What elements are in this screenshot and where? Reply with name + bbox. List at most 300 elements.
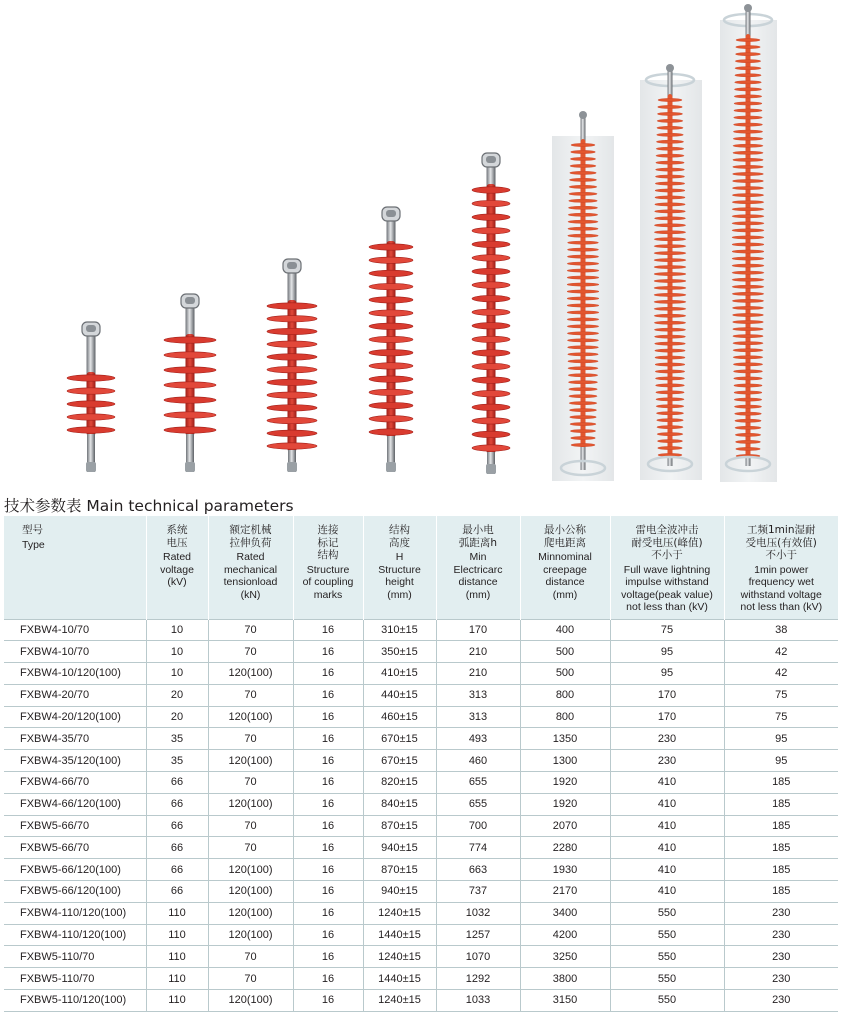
bottom-fitting [581, 447, 586, 470]
shed [735, 433, 761, 436]
shed [732, 306, 763, 309]
cell-power-frequency-voltage: 38 [724, 619, 838, 641]
cell-power-frequency-voltage: 185 [724, 837, 838, 859]
cell-power-frequency-voltage: 185 [724, 772, 838, 794]
shed [732, 186, 763, 189]
shed [734, 95, 762, 98]
cell-arc-distance: 737 [436, 881, 520, 903]
cell-arc-distance: 170 [436, 619, 520, 641]
shed [732, 215, 764, 218]
shed [657, 439, 682, 442]
cell-coupling-structure: 16 [293, 946, 363, 968]
cell-arc-distance: 493 [436, 728, 520, 750]
shed [164, 412, 216, 418]
shed [654, 286, 686, 289]
cell-rated-voltage: 10 [146, 663, 208, 685]
cell-creepage-distance: 3800 [520, 968, 610, 990]
shed [267, 379, 317, 385]
cell-coupling-structure: 16 [293, 663, 363, 685]
cell-creepage-distance: 2070 [520, 815, 610, 837]
shed [656, 161, 685, 164]
shed [657, 119, 683, 122]
cell-type: FXBW5-66/70 [4, 837, 146, 859]
shed [164, 397, 216, 403]
cell-mechanical-load: 120(100) [208, 663, 293, 685]
cell-mechanical-load: 120(100) [208, 902, 293, 924]
cell-lightning-impulse-voltage: 170 [610, 706, 724, 728]
shed [658, 98, 682, 101]
shed [655, 175, 684, 178]
shed [568, 353, 599, 356]
cell-arc-distance: 313 [436, 684, 520, 706]
cell-coupling-structure: 16 [293, 968, 363, 990]
shed [654, 335, 685, 338]
insulator-6 [552, 111, 614, 481]
cell-structure-height: 1240±15 [363, 990, 436, 1012]
cell-type: FXBW4-66/120(100) [4, 793, 146, 815]
shed [569, 388, 598, 391]
cap-eye [185, 297, 195, 304]
bottom-fitting [668, 457, 673, 466]
shed [732, 243, 764, 246]
shed [733, 130, 762, 133]
table-row [4, 859, 838, 881]
cell-type: FXBW4-35/70 [4, 728, 146, 750]
cell-creepage-distance: 3150 [520, 990, 610, 1012]
shed [472, 431, 510, 437]
header-power-frequency-voltage-zh: 工频1min湿耐 受电压(有效值) 不小于 [745, 524, 817, 561]
shed [267, 417, 317, 423]
shed [654, 217, 685, 220]
shed [734, 391, 762, 394]
shed [733, 342, 763, 345]
shed [654, 293, 686, 296]
shed [732, 292, 764, 295]
shed [472, 418, 510, 424]
header-mechanical-load [208, 516, 293, 619]
cell-rated-voltage: 110 [146, 990, 208, 1012]
cell-type: FXBW5-66/70 [4, 815, 146, 837]
shed [733, 363, 762, 366]
shed [570, 422, 596, 425]
shed [570, 171, 597, 174]
shed [733, 151, 763, 154]
header-structure-height [363, 516, 436, 619]
cell-power-frequency-voltage: 75 [724, 706, 838, 728]
cell-type: FXBW5-66/120(100) [4, 859, 146, 881]
cell-creepage-distance: 4200 [520, 924, 610, 946]
cell-mechanical-load: 70 [208, 728, 293, 750]
shed [732, 194, 763, 197]
header-lightning-impulse-voltage-en: Full wave lightning impulse withstand voltage(peak value) not less than (kV) [621, 563, 713, 613]
cell-coupling-structure: 16 [293, 641, 363, 663]
shed [67, 401, 115, 407]
shed [164, 427, 216, 433]
header-creepage-distance-en: Minnominal creepage distance (mm) [538, 551, 592, 601]
shed [658, 446, 683, 449]
table-row [4, 946, 838, 968]
table-row [4, 619, 838, 641]
cell-arc-distance: 1292 [436, 968, 520, 990]
insulator-photos [0, 0, 845, 488]
cell-structure-height: 940±15 [363, 837, 436, 859]
shed [472, 282, 510, 288]
shed [570, 429, 595, 432]
cell-power-frequency-voltage: 230 [724, 902, 838, 924]
bottom-fitting [746, 458, 751, 466]
cell-creepage-distance: 1920 [520, 772, 610, 794]
cell-arc-distance: 700 [436, 815, 520, 837]
table-row [4, 750, 838, 772]
shed [734, 109, 762, 112]
header-arc-distance [436, 516, 520, 619]
cell-structure-height: 1240±15 [363, 902, 436, 924]
cell-arc-distance: 313 [436, 706, 520, 728]
shed [369, 297, 413, 303]
cell-lightning-impulse-voltage: 410 [610, 837, 724, 859]
table-row [4, 990, 838, 1012]
cell-arc-distance: 1033 [436, 990, 520, 1012]
header-rated-voltage [146, 516, 208, 619]
cell-coupling-structure: 16 [293, 706, 363, 728]
shed [67, 388, 115, 394]
cap-eye [287, 262, 297, 269]
shed [569, 185, 597, 188]
shed [732, 222, 764, 225]
cell-lightning-impulse-voltage: 550 [610, 946, 724, 968]
shed [733, 144, 763, 147]
bottom-tongue [86, 462, 96, 472]
cell-rated-voltage: 35 [146, 728, 208, 750]
shed [472, 241, 510, 247]
shed [164, 382, 216, 388]
cell-arc-distance: 1257 [436, 924, 520, 946]
shed [369, 429, 413, 435]
shed [267, 341, 317, 347]
shed [733, 123, 762, 126]
shed [369, 376, 413, 382]
cell-power-frequency-voltage: 230 [724, 946, 838, 968]
shed [655, 356, 685, 359]
shed [569, 409, 596, 412]
shed [472, 268, 510, 274]
shed [569, 199, 598, 202]
metal-cap [666, 64, 674, 72]
header-lightning-impulse-voltage-zh: 雷电全波冲击 耐受电压(峰值) 不小于 [631, 524, 703, 561]
shed [733, 335, 763, 338]
cell-mechanical-load: 70 [208, 619, 293, 641]
cell-type: FXBW5-66/120(100) [4, 881, 146, 903]
shed [655, 210, 686, 213]
shed [654, 252, 686, 255]
cell-creepage-distance: 400 [520, 619, 610, 641]
shed [472, 295, 510, 301]
shed [369, 323, 413, 329]
shed [472, 404, 510, 410]
cell-coupling-structure: 16 [293, 881, 363, 903]
cell-lightning-impulse-voltage: 230 [610, 750, 724, 772]
cell-type: FXBW4-10/120(100) [4, 663, 146, 685]
shed [567, 283, 599, 286]
cell-lightning-impulse-voltage: 410 [610, 815, 724, 837]
cell-structure-height: 410±15 [363, 663, 436, 685]
bottom-tongue [486, 464, 496, 474]
cell-rated-voltage: 66 [146, 772, 208, 794]
cell-lightning-impulse-voltage: 550 [610, 990, 724, 1012]
table-row [4, 684, 838, 706]
shed [472, 228, 510, 234]
shed [655, 342, 686, 345]
cell-lightning-impulse-voltage: 170 [610, 684, 724, 706]
table-row [4, 728, 838, 750]
cell-coupling-structure: 16 [293, 684, 363, 706]
shed [164, 367, 216, 373]
cell-type: FXBW5-110/70 [4, 968, 146, 990]
cell-structure-height: 940±15 [363, 881, 436, 903]
shed [472, 377, 510, 383]
cap-eye [486, 156, 496, 163]
cell-coupling-structure: 16 [293, 815, 363, 837]
shed [733, 349, 763, 352]
cell-power-frequency-voltage: 185 [724, 881, 838, 903]
shed [656, 168, 685, 171]
shed [732, 278, 764, 281]
shed [570, 415, 597, 418]
shed [655, 370, 685, 373]
shed [733, 370, 762, 373]
cell-creepage-distance: 2280 [520, 837, 610, 859]
cell-arc-distance: 1070 [436, 946, 520, 968]
table-row [4, 706, 838, 728]
cell-type: FXBW4-20/70 [4, 684, 146, 706]
cell-rated-voltage: 66 [146, 793, 208, 815]
shed [655, 189, 685, 192]
cell-coupling-structure: 16 [293, 902, 363, 924]
cell-power-frequency-voltage: 185 [724, 815, 838, 837]
cell-mechanical-load: 120(100) [208, 924, 293, 946]
cell-arc-distance: 655 [436, 772, 520, 794]
shed [657, 426, 683, 429]
shed [472, 336, 510, 342]
shed [472, 363, 510, 369]
cell-mechanical-load: 70 [208, 772, 293, 794]
shed [567, 297, 599, 300]
cell-mechanical-load: 70 [208, 641, 293, 663]
cell-arc-distance: 655 [436, 793, 520, 815]
shed [657, 419, 684, 422]
shed [656, 384, 685, 387]
shed [733, 137, 763, 140]
shed [571, 150, 596, 153]
cell-mechanical-load: 120(100) [208, 990, 293, 1012]
header-mechanical-load-zh: 额定机械 拉伸负荷 [229, 524, 272, 549]
cell-creepage-distance: 2170 [520, 881, 610, 903]
section-title: 技术参数表 Main technical parameters [4, 497, 294, 515]
cell-structure-height: 870±15 [363, 859, 436, 881]
shed [472, 309, 510, 315]
cell-creepage-distance: 500 [520, 663, 610, 685]
shed [267, 354, 317, 360]
cell-rated-voltage: 20 [146, 684, 208, 706]
cell-type: FXBW4-20/120(100) [4, 706, 146, 728]
cell-power-frequency-voltage: 230 [724, 968, 838, 990]
cell-mechanical-load: 120(100) [208, 859, 293, 881]
shed [732, 264, 764, 267]
shed [369, 244, 413, 250]
shed [735, 74, 761, 77]
shed [267, 443, 317, 449]
shed [568, 346, 599, 349]
cell-structure-height: 820±15 [363, 772, 436, 794]
shed [267, 405, 317, 411]
shed [732, 299, 763, 302]
shed [568, 220, 598, 223]
table-row [4, 772, 838, 794]
shed [369, 402, 413, 408]
shed [567, 262, 599, 265]
cell-mechanical-load: 120(100) [208, 750, 293, 772]
cell-mechanical-load: 120(100) [208, 881, 293, 903]
shed [267, 303, 317, 309]
shed [472, 323, 510, 329]
cell-lightning-impulse-voltage: 410 [610, 772, 724, 794]
insulator-2 [164, 294, 216, 472]
cell-mechanical-load: 70 [208, 815, 293, 837]
cell-coupling-structure: 16 [293, 619, 363, 641]
cell-coupling-structure: 16 [293, 990, 363, 1012]
cell-rated-voltage: 20 [146, 706, 208, 728]
table-header [4, 516, 838, 619]
cell-rated-voltage: 110 [146, 946, 208, 968]
header-power-frequency-voltage-en: 1min power frequency wet withstand voltage not less than (kV) [740, 563, 823, 613]
cell-rated-voltage: 110 [146, 924, 208, 946]
cell-mechanical-load: 120(100) [208, 706, 293, 728]
cell-structure-height: 310±15 [363, 619, 436, 641]
cell-mechanical-load: 70 [208, 684, 293, 706]
shed [732, 236, 764, 239]
shed [732, 179, 763, 182]
insulator-3 [267, 259, 317, 472]
shed [267, 366, 317, 372]
cell-coupling-structure: 16 [293, 772, 363, 794]
cell-lightning-impulse-voltage: 95 [610, 641, 724, 663]
shed [568, 227, 598, 230]
shed [568, 374, 598, 377]
cell-power-frequency-voltage: 185 [724, 793, 838, 815]
shed [569, 192, 597, 195]
cell-power-frequency-voltage: 185 [724, 859, 838, 881]
shed [567, 332, 598, 335]
shed [472, 445, 510, 451]
shed [732, 257, 764, 260]
shed [657, 133, 684, 136]
header-coupling-structure-en: Structure of coupling marks [302, 563, 354, 601]
cell-power-frequency-voltage: 230 [724, 924, 838, 946]
cell-power-frequency-voltage: 75 [724, 684, 838, 706]
header-coupling-structure-zh: 连接 标记 结构 [317, 524, 339, 561]
cell-arc-distance: 460 [436, 750, 520, 772]
shed [67, 414, 115, 420]
shed [369, 389, 413, 395]
shed [654, 224, 685, 227]
shed [568, 234, 599, 237]
table-row [4, 793, 838, 815]
shed [736, 38, 760, 41]
cell-structure-height: 1440±15 [363, 968, 436, 990]
shed [733, 172, 764, 175]
shed [567, 269, 599, 272]
shed [656, 405, 684, 408]
cell-mechanical-load: 70 [208, 946, 293, 968]
cell-rated-voltage: 10 [146, 619, 208, 641]
shed [472, 187, 510, 193]
header-power-frequency-voltage [724, 516, 838, 619]
shed [569, 395, 597, 398]
cell-creepage-distance: 3400 [520, 902, 610, 924]
cell-mechanical-load: 120(100) [208, 793, 293, 815]
shed [472, 390, 510, 396]
shed [734, 405, 761, 408]
cell-arc-distance: 774 [436, 837, 520, 859]
shed [732, 229, 764, 232]
shed [369, 310, 413, 316]
header-lightning-impulse-voltage [610, 516, 724, 619]
shed [570, 157, 595, 160]
cell-type: FXBW5-110/120(100) [4, 990, 146, 1012]
shed [567, 276, 599, 279]
shed [568, 213, 598, 216]
cell-type: FXBW4-110/120(100) [4, 924, 146, 946]
shed [658, 105, 683, 108]
shed [369, 336, 413, 342]
cell-coupling-structure: 16 [293, 837, 363, 859]
shed [654, 245, 686, 248]
shed [734, 102, 762, 105]
shed [735, 440, 760, 443]
header-type [4, 516, 146, 619]
table-row [4, 902, 838, 924]
shed [732, 208, 764, 211]
shed [734, 384, 762, 387]
table-row [4, 641, 838, 663]
cell-lightning-impulse-voltage: 550 [610, 968, 724, 990]
silicone-core [487, 184, 496, 454]
table-row [4, 881, 838, 903]
cap-eye [86, 325, 96, 332]
shed [568, 360, 598, 363]
shed [733, 158, 763, 161]
cell-rated-voltage: 66 [146, 837, 208, 859]
table-row [4, 968, 838, 990]
header-arc-distance-en: Min Electricarc distance (mm) [453, 551, 503, 601]
shed [369, 257, 413, 263]
cell-type: FXBW4-66/70 [4, 772, 146, 794]
shed [267, 430, 317, 436]
shed [472, 255, 510, 261]
cell-structure-height: 670±15 [363, 728, 436, 750]
shed [67, 427, 115, 433]
insulator-8 [720, 4, 777, 482]
cell-power-frequency-voltage: 42 [724, 641, 838, 663]
header-rated-voltage-zh: 系统 电压 [166, 524, 188, 549]
shed [735, 60, 761, 63]
shed [568, 381, 597, 384]
cell-type: FXBW5-110/70 [4, 946, 146, 968]
shed [655, 377, 684, 380]
shed [568, 367, 598, 370]
header-arc-distance-zh: 最小电 弧距离h [458, 524, 498, 549]
cell-arc-distance: 210 [436, 641, 520, 663]
